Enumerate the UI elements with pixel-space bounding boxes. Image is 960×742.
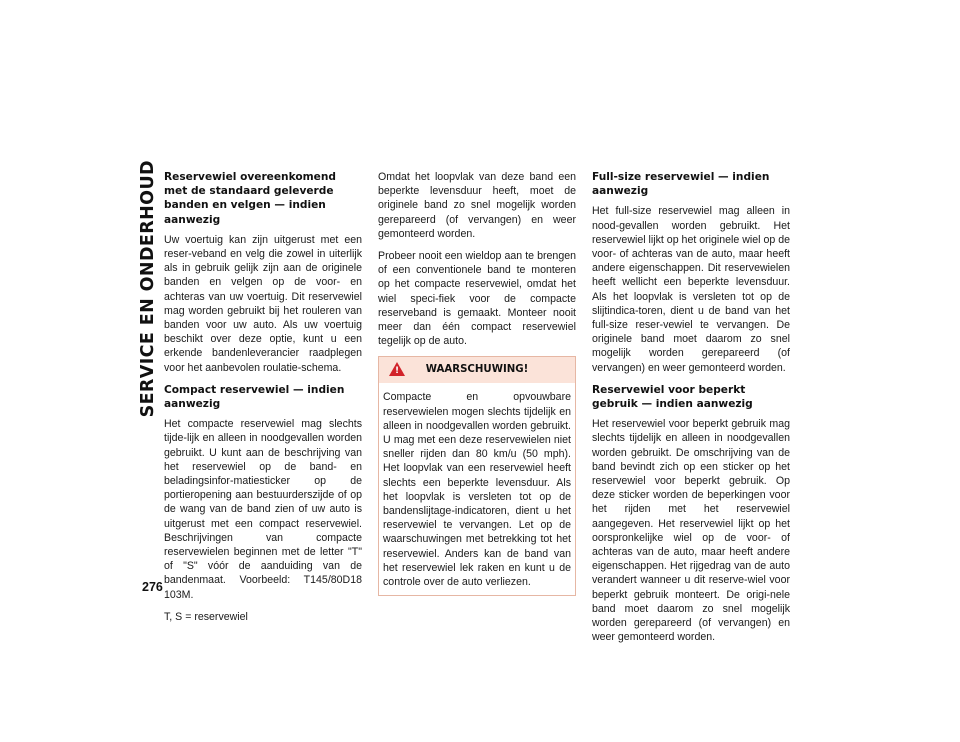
paragraph-full-size-spare: Het full-size reservewiel mag alleen in nood-gevallen worden gebruikt. Het reservewiel lijkt op het originele wiel op de voor- of achteras van de auto, maar heeft andere eigenschappen. Dit reservewielen heeft wellicht een beperkte levensduur. Als het loopvlak is versleten tot op de slijtindica-toren, dient u de band van het full-size reser-vewiel te vervangen. De originele band moet daarom zo snel mogelijk worden gerepareerd (of vervangen) en weer gemonteerd worden. <box>592 205 790 374</box>
warning-text: Compacte en opvouwbare reservewielen mogen slechts tijdelijk en alleen in noodgevallen worden gebruikt. U mag met een deze reservewielen niet sneller rijden dan 80 km/u (50 mph). Het loopvlak van een reservewiel heeft slechts een beperkte levensduur. Als het loopvlak is versleten tot op de bandenslijtage-indicatoren, dient u het reservewiel te vervangen. Let op de waarschuwingen met betrekking tot het reservewiel. Anders kan de band van het reservewiel lek raken en kunt u de controle over de auto verliezen. <box>383 391 571 589</box>
paragraph-matching-spare: Uw voertuig kan zijn uitgerust met een reser-veband en velg die zowel in uiterlijk als in gebruik gelijk zijn aan de originele banden en velgen op de voor- en achteras van uw voertuig. Dit reservewiel mag worden gebruikt bij het rouleren van banden voor uw auto. Als uw voertuig beschikt over deze optie, kunt u een erkende bandenleverancier raadplegen voor het aanbevolen roulatie-schema. <box>164 233 362 374</box>
warning-box <box>378 356 576 596</box>
column-left <box>164 170 362 632</box>
paragraph-compact-spare: Het compacte reservewiel mag slechts tijde-lijk en alleen in noodgevallen worden gebruikt. U kunt aan de beschrijving van het reservewiel op de band- en beladingsinfor-matiesticker op de portieropening aan bestuurderszijde of op de wang van de band zien of uw auto is uitgerust met een compact reservewiel. Beschrijvingen van compacte reservewielen beginnen met de letter "T" of "S" vóór de aanduiding van de bandenmaat. Voorbeeld: T145/80D18 103M. <box>164 418 362 601</box>
heading-compact-spare: Compact reservewiel — indien aanwezig <box>164 383 345 411</box>
warning-header <box>379 357 575 383</box>
section-side-tab <box>138 160 158 560</box>
paragraph-limited-use-spare: Het reservewiel voor beperkt gebruik mag slechts tijdelijk en alleen in noodgevallen worden gebruikt. De omschrijving van de band bevindt zich op een sticker op het reservewiel voor beperkt gebruik. Op deze sticker worden de beperkingen voor het rijden met het reservewiel aangegeven. Het reservewiel lijkt op het oorspronkelijke wiel op de voor- of achteras van de auto, maar heeft andere eigenschappen. Het rijgedrag van de auto verandert wanneer u dit reserve-wiel voor beperkt gebruik monteert. De origi-nele band moet daarom zo snel mogelijk worden gerepareerd (of vervangen) en weer gemonteerd worden. <box>592 418 790 644</box>
column-right <box>592 170 790 653</box>
paragraph-tread-life: Omdat het loopvlak van deze band een beperkte levensduur heeft, moet de originele band zo snel mogelijk worden gerepareerd (of vervangen) en weer gemonteerd worden. <box>378 171 576 240</box>
paragraph-wheel-cover: Probeer nooit een wieldop aan te brengen of een conventionele band te monteren op het compacte reservewiel, omdat het wiel speci-fiek voor de compacte reserveband is gemaakt. Monteer nooit meer dan één compact reservewiel tegelijk op de auto. <box>378 250 576 348</box>
heading-full-size-spare: Full-size reservewiel — indien aanwezig <box>592 171 770 198</box>
warning-title: WAARSCHUWING! <box>425 364 529 376</box>
heading-matching-spare: Reservewiel overeenkomend met de standaard geleverde banden en velgen — indien aanwezig <box>164 171 336 226</box>
section-title: SERVICE EN ONDERHOUD <box>138 160 158 418</box>
page-number: 276 <box>142 580 163 594</box>
heading-limited-use-spare: Reservewiel voor beperkt gebruik — indien aanwezig <box>592 383 753 411</box>
warning-body <box>379 383 575 595</box>
warning-triangle-icon <box>389 362 405 376</box>
column-middle <box>378 170 576 596</box>
paragraph-spare-code: T, S = reservewiel <box>164 610 248 623</box>
